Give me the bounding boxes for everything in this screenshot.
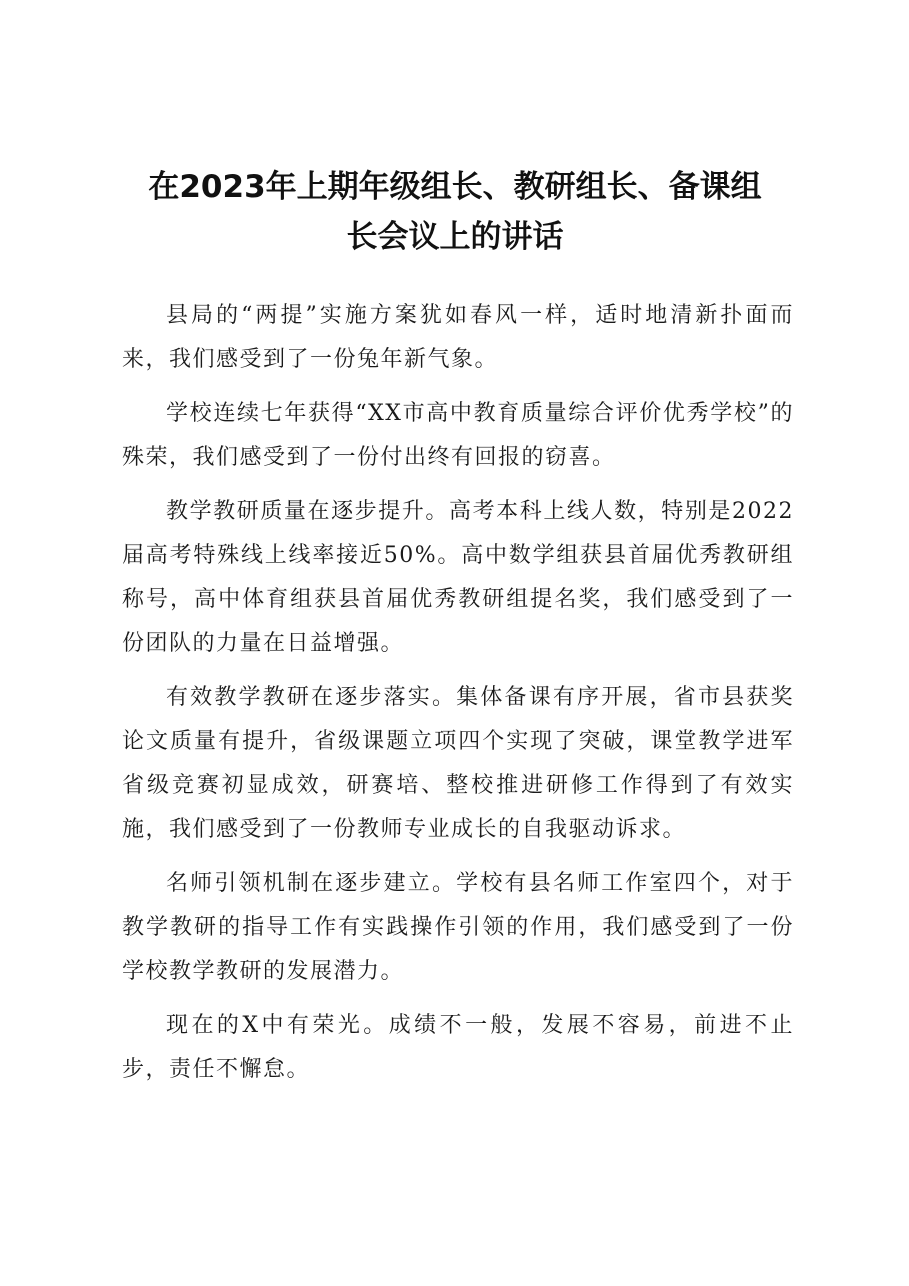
document-title <box>100 162 810 262</box>
paragraph-1: 县局的“两提”实施方案犹如春风一样，适时地清新扑面而来，我们感受到了一份兔年新气象。 <box>122 303 794 372</box>
title-line-1: 在2023年上期年级组长、教研组长、备课组 <box>148 169 762 205</box>
title-line-2: 长会议上的讲话 <box>346 219 564 255</box>
paragraph-2: 学校连续七年获得“XX市高中教育质量综合评价优秀学校”的殊荣，我们感受到了一份付出终有回报的窃喜。 <box>122 401 794 470</box>
paragraph-4: 有效教学教研在逐步落实。集体备课有序开展，省市县获奖论文质量有提升，省级课题立项四个实现了突破，课堂教学进军省级竞赛初显成效，研赛培、整校推进研修工作得到了有效实施，我们感受到了一份教师专业成长的自我驱动诉求。 <box>122 685 794 842</box>
paragraph-6: 现在的X中有荣光。成绩不一般，发展不容易，前进不止步，责任不懈怠。 <box>122 1013 794 1082</box>
paragraph-3: 教学教研质量在逐步提升。高考本科上线人数，特别是2022届高考特殊线上线率接近50%。高中数学组获县首届优秀教研组称号，高中体育组获县首届优秀教研组提名奖，我们感受到了一份团队的力量在日益增强。 <box>122 499 794 656</box>
paragraph-5: 名师引领机制在逐步建立。学校有县名师工作室四个，对于教学教研的指导工作有实践操作引领的作用，我们感受到了一份学校教学教研的发展潜力。 <box>122 871 794 984</box>
document-body <box>122 294 794 1092</box>
